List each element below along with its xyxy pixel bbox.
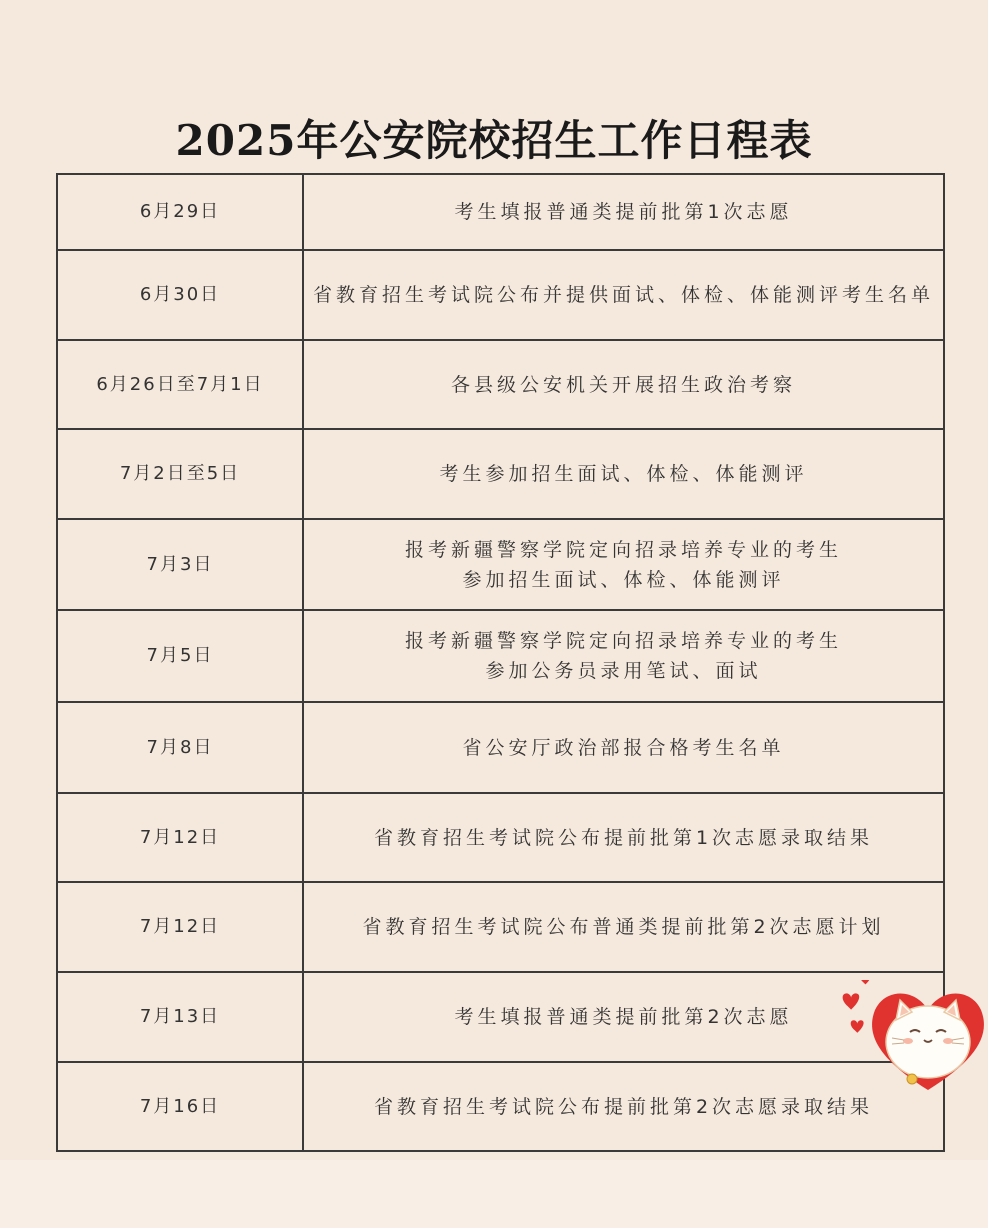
- event-cell: [303, 429, 944, 519]
- event-text-line-2: 参加招生面试、体检、体能测评: [462, 568, 785, 591]
- event-cell: [303, 250, 944, 340]
- table-row: [57, 972, 944, 1062]
- event-text: 省教育招生考试院公布提前批第1次志愿录取结果: [373, 826, 874, 849]
- event-cell: [303, 610, 944, 702]
- date-cell: 7月8日: [57, 702, 303, 793]
- event-text-line-1: 报考新疆警察学院定向招录培养专业的考生: [404, 538, 842, 561]
- event-text: 考生填报普通类提前批第1次志愿: [454, 201, 793, 223]
- date-cell: 6月30日: [57, 250, 303, 340]
- page-title: 2025年公安院校招生工作日程表: [175, 116, 813, 166]
- date-cell: 7月12日: [57, 793, 303, 882]
- table-row: [57, 793, 944, 882]
- date-cell: 7月5日: [57, 610, 303, 702]
- event-cell: [303, 519, 944, 610]
- table-row: [57, 1062, 944, 1151]
- event-text-line-2: 参加公务员录用笔试、面试: [485, 660, 762, 682]
- event-text: 各县级公安机关开展招生政治考察: [450, 373, 796, 396]
- event-text: 省教育招生考试院公布并提供面试、体检、体能测评考生名单: [312, 284, 934, 306]
- table-row: [57, 174, 944, 250]
- date-cell: 7月13日: [57, 972, 303, 1062]
- event-text: 省公安厅政治部报合格考生名单: [462, 736, 785, 759]
- event-text: 省教育招生考试院公布提前批第2次志愿录取结果: [373, 1095, 874, 1118]
- event-cell: [303, 793, 944, 882]
- event-cell: [303, 882, 944, 972]
- cat-heart-sticker-icon: [840, 980, 988, 1095]
- event-text-line-1: 报考新疆警察学院定向招录培养专业的考生: [404, 630, 842, 652]
- event-text: 考生参加招生面试、体检、体能测评: [439, 463, 808, 485]
- schedule-table: [56, 173, 945, 1152]
- date-cell: 7月12日: [57, 882, 303, 972]
- table-row: [57, 882, 944, 972]
- date-cell: 6月29日: [57, 174, 303, 250]
- table-row: [57, 340, 944, 429]
- date-cell: 7月2日至5日: [57, 429, 303, 519]
- table-row: [57, 519, 944, 610]
- page-bottom-band: [0, 1160, 988, 1228]
- table-row: [57, 610, 944, 702]
- table-row: [57, 702, 944, 793]
- event-text: 省教育招生考试院公布普通类提前批第2次志愿计划: [362, 916, 885, 938]
- date-cell: 6月26日至7月1日: [57, 340, 303, 429]
- date-cell: 7月3日: [57, 519, 303, 610]
- date-cell: 7月16日: [57, 1062, 303, 1151]
- event-cell: [303, 174, 944, 250]
- table-row: [57, 250, 944, 340]
- event-cell: [303, 702, 944, 793]
- table-row: [57, 429, 944, 519]
- event-text: 考生填报普通类提前批第2次志愿: [454, 1006, 793, 1028]
- event-cell: [303, 340, 944, 429]
